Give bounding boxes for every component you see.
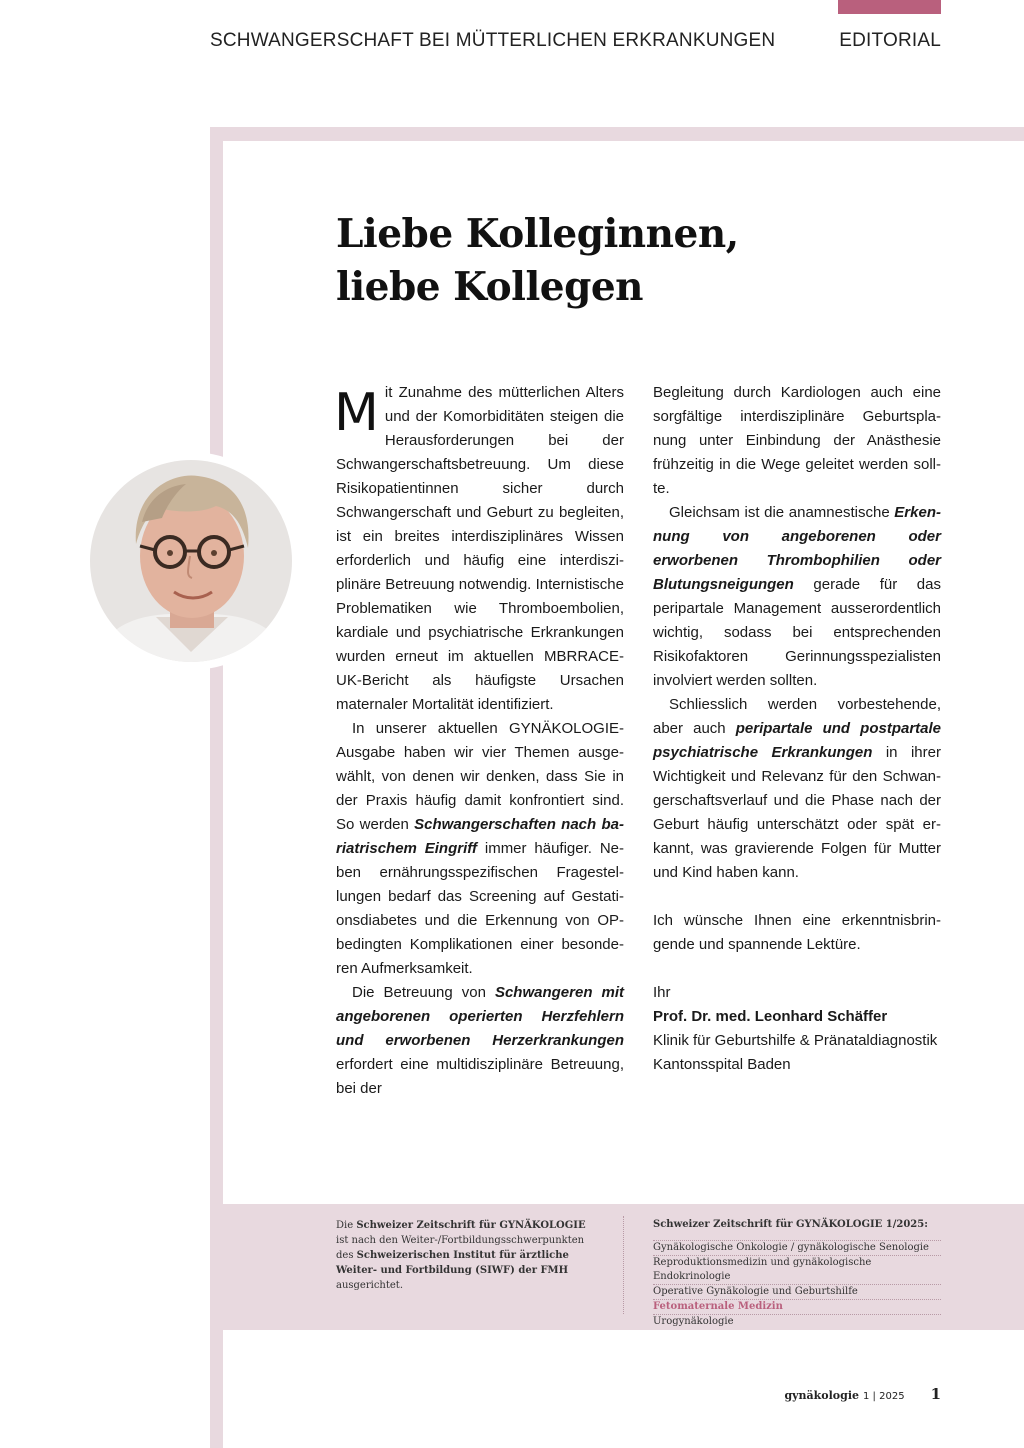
footer-note-institute: Schweizerischen Institut für ärztliche Weiter- und Fortbildung (SIWF) der FMH	[336, 1250, 569, 1276]
paragraph-2-text-b: immer häufiger. Neben ernährungsspezifischen Fragestellungen bedarf das Screening auf Gestationsdiabetes und die Erkennung von OP-bedingten Komplikationen einer besonderen Aufmerksamkeit.	[336, 840, 625, 977]
footer-list-item: Urogynäkologie	[653, 1314, 941, 1329]
footer-note-journal: Schweizer Zeitschrift für GYNÄKOLOGIE	[356, 1220, 586, 1231]
paragraph-3-text-b: erfordert eine multidisziplinäre Betreuung, bei der	[336, 1056, 624, 1097]
article-column-right	[653, 381, 941, 1077]
title-line-2: liebe Kollegen	[336, 264, 644, 310]
paragraph-2	[336, 717, 624, 981]
spacer	[653, 885, 941, 909]
footer-note-text: ist nach den Weiter-/Fortbildungsschwerpunkten des	[336, 1235, 585, 1261]
frame-top-bar	[210, 127, 1024, 141]
footer-list-item: Operative Gynäkologie und Geburtshilfe	[653, 1284, 941, 1299]
paragraph-4: Begleitung durch Kardiologen auch eine sorgfältige interdisziplinäre Geburtsplanung unter Einbindung der Anästhesie frühzeitig in die Wege geleitet werden sollte.	[653, 384, 941, 497]
footer-list-item-active: Fetomaternale Medizin	[653, 1299, 941, 1314]
paragraph-5-emphasis: Erkennung von angeborenen oder erworbenen Thrombophilien oder Blutungsneigungen	[653, 504, 941, 593]
page-number: 1	[930, 1385, 941, 1403]
signature-name: Prof. Dr. med. Leonhard Schäffer	[653, 1008, 888, 1025]
spacer	[653, 957, 941, 981]
paragraph-2-text-a: In unserer aktuellen GYNÄKOLOGIE-Ausgabe haben wir vier Themen ausgewählt, von denen wir denken, dass Sie in der Praxis häufig damit konfrontiert sind. So werden	[336, 720, 624, 833]
top-accent-bar	[838, 0, 941, 14]
article-column-left	[336, 381, 624, 1101]
paragraph-1	[336, 381, 624, 717]
footer-list-item: Reproduktionsmedizin und gynäkologische Endokrinologie	[653, 1255, 941, 1284]
paragraph-2-emphasis: Schwangerschaften nach bariatrischem Eingriff	[336, 816, 624, 857]
paragraph-5-text-a: Gleichsam ist die anamnestische	[669, 504, 895, 521]
closing-line: Ich wünsche Ihnen eine erkenntnisbringende und spannende Lektüre.	[653, 912, 941, 953]
signature-hospital: Kantonsspital Baden	[653, 1056, 791, 1073]
footer-note-text: ausgerichtet.	[336, 1280, 404, 1291]
frame-left-bar	[210, 127, 223, 1448]
paragraph-6-text-b: in ihrer Wichtigkeit und Relevanz für den Schwangerschaftsverlauf und die Phase nach der Geburt häufig unterschätzt oder spät erkannt, was gravierende Folgen für Mutter und Kind haben kann.	[653, 744, 941, 881]
paragraph-3-emphasis: Schwangeren mit angeborenen operierten Herzfehlern und erworbenen Herzerkrankungen	[336, 984, 624, 1049]
paragraph-6-text-a: Schliesslich werden vorbestehende, aber auch	[653, 696, 941, 737]
footer-journal-note	[336, 1218, 598, 1293]
footer-note-text: Die	[336, 1220, 357, 1231]
paragraph-5	[653, 501, 941, 693]
folio-brand: gynäkologie	[784, 1389, 860, 1402]
paragraph-3-text-a: Die Betreuung von	[352, 984, 495, 1001]
folio-issue: 1 | 2025	[863, 1391, 905, 1402]
footer-list-heading: Schweizer Zeitschrift für GYNÄKOLOGIE 1/2025:	[653, 1219, 928, 1230]
portrait-illustration	[82, 452, 300, 670]
page-folio	[784, 1385, 941, 1403]
footer-list-item: Gynäkologische Onkologie / gynäkologische Senologie	[653, 1240, 941, 1255]
running-head-section: SCHWANGERSCHAFT BEI MÜTTERLICHEN ERKRANKUNGEN	[210, 30, 776, 51]
paragraph-3	[336, 981, 624, 1101]
paragraph-6-emphasis: peripartale und postpartale psychiatrische Erkrankungen	[653, 720, 942, 761]
signature-department: Klinik für Geburtshilfe & Pränataldiagnostik	[653, 1032, 938, 1049]
paragraph-5-text-b: gerade für das peripartale Management ausserordentlich wichtig, sodass bei entsprechenden Risikofaktoren Gerinnungsspezialisten involviert werden sollten.	[653, 576, 941, 689]
paragraph-1-text: it Zunahme des mütterlichen Alters und der Komorbiditäten steigen die Herausforderungen bei der Schwangerschaftsbetreuung. Um diese Risikopatientinnen sicher durch Schwangerschaft und Geburt zu begleiten, ist ein breites interdisziplinäres Wissen erforderlich und häufig eine interdisziplinäre Betreuung notwendig. Internistische Problematiken wie Thromboembolien, kardiale und psychiatrische Erkrankungen wurden erneut im aktuellen MBRRACE-UK-Bericht als häufigste Ursachen maternaler Mortalität identifiziert.	[336, 384, 624, 713]
signature-ihr: Ihr	[653, 984, 671, 1001]
drop-cap: M	[334, 383, 379, 443]
footer-topic-list	[653, 1218, 941, 1329]
footer-divider	[623, 1216, 624, 1314]
title-line-1: Liebe Kolleginnen,	[336, 211, 739, 257]
paragraph-6	[653, 693, 941, 885]
running-head-rubric: EDITORIAL	[839, 30, 941, 51]
page-title	[336, 208, 739, 314]
author-portrait	[82, 452, 300, 670]
